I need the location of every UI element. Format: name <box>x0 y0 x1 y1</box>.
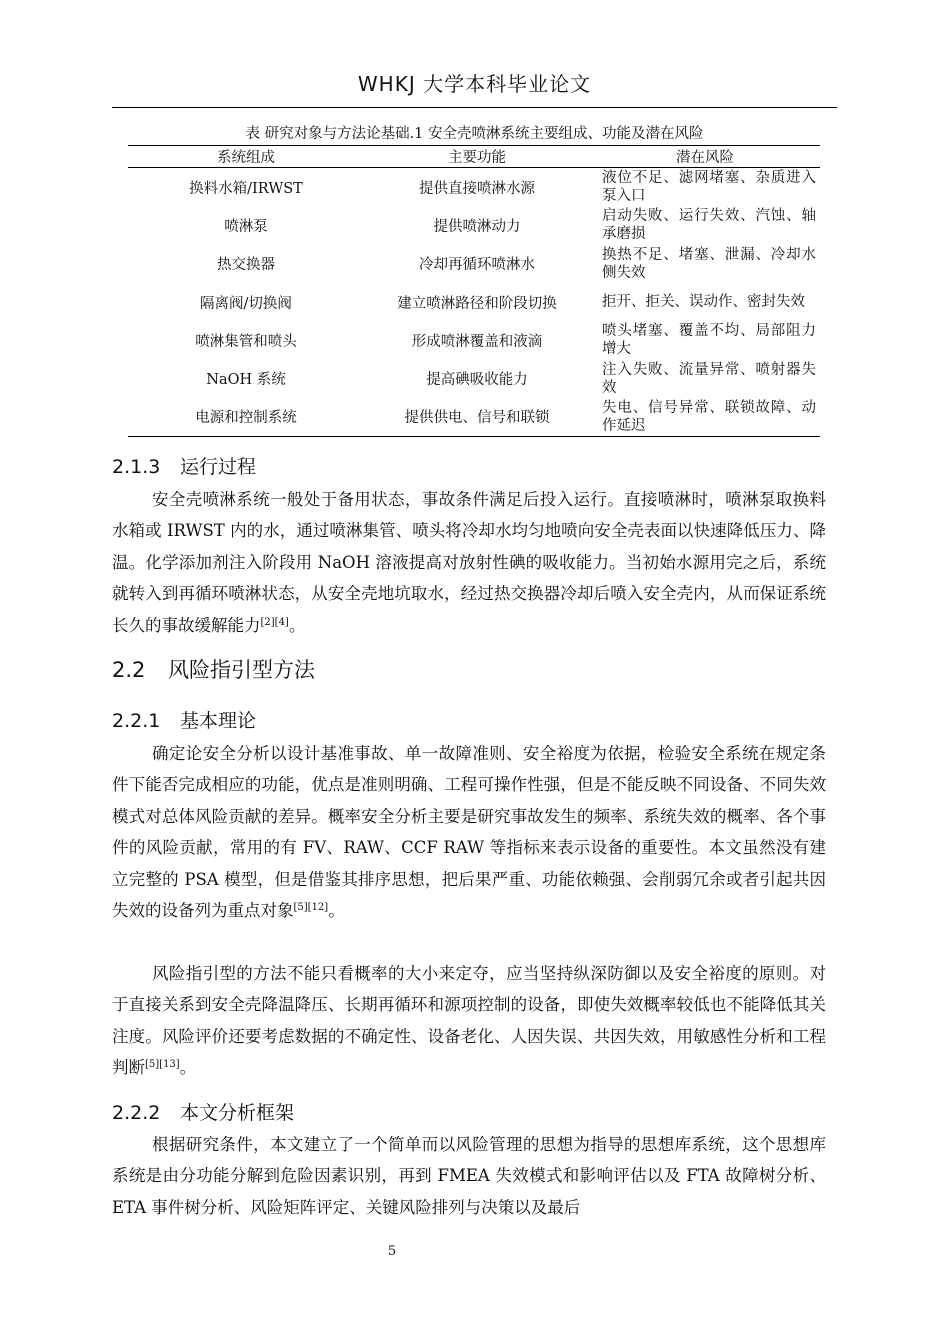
table-cell-function: 提供直接喷淋水源 <box>419 180 535 197</box>
table-header-row <box>128 146 820 168</box>
paragraph-end: 。 <box>288 615 306 635</box>
section-heading-2-2 <box>112 654 315 684</box>
section-title: 风险指引型方法 <box>168 658 315 682</box>
table-row <box>128 398 820 437</box>
table-cell-function: 提供喷淋动力 <box>433 218 521 235</box>
section-title: 基本理论 <box>180 710 257 732</box>
header-rule <box>112 107 837 108</box>
paragraph-text: 根据研究条件，本文建立了一个简单而以风险管理的思想为指导的思想库系统，这个思想库系统是由分功能分解到危险因素识别，再到 FMEA 失效模式和影响评估以及 FTA 故障树分析、ETA 事件树分析、风险矩阵评定、关键风险排列与决策以及最后 <box>112 1135 826 1217</box>
table-header-component: 系统组成 <box>128 146 364 168</box>
table-cell-function: 冷却再循环喷淋水 <box>419 257 535 274</box>
table-cell-function: 建立喷淋路径和阶段切换 <box>397 295 557 312</box>
citation: [5][12] <box>293 902 329 914</box>
table-cell-function: 提高碘吸收能力 <box>426 372 528 389</box>
table-cell-component: 喷淋泵 <box>224 218 268 235</box>
section-number: 2.1.3 <box>112 456 161 478</box>
table-cell-component: 隔离阀/切换阀 <box>200 295 292 312</box>
citation: [5][13] <box>145 1059 180 1071</box>
table-row <box>128 283 820 321</box>
section-number: 2.2 <box>112 658 146 682</box>
table-cell-risk: 失电、信号异常、联锁故障、动作延迟 <box>602 399 816 434</box>
table-cell-risk: 液位不足、滤网堵塞、杂质进入泵入口 <box>602 170 816 205</box>
section-number: 2.2.1 <box>112 710 161 732</box>
table-caption: 表 研究对象与方法论基础.1 安全壳喷淋系统主要组成、功能及潜在风险 <box>245 126 704 142</box>
paragraph-end: 。 <box>179 1058 197 1078</box>
table-row <box>128 359 820 397</box>
table-cell-risk: 换热不足、堵塞、泄漏、冷却水侧失效 <box>602 246 816 281</box>
table-row <box>128 206 820 244</box>
table-row <box>128 245 820 283</box>
page-header: WHKJ 大学本科毕业论文 <box>357 72 592 96</box>
section-number: 2.2.2 <box>112 1102 161 1124</box>
paragraph-end: 。 <box>328 901 345 921</box>
section-title: 运行过程 <box>180 456 257 478</box>
table-header-function: 主要功能 <box>364 146 590 168</box>
table-cell-component: 喷淋集管和喷头 <box>195 333 297 350</box>
table-cell-function: 形成喷淋覆盖和液滴 <box>411 333 543 350</box>
paragraph-text: 安全壳喷淋系统一般处于备用状态，事故条件满足后投入运行。直接喷淋时，喷淋泵取换料水箱或 IRWST 内的水，通过喷淋集管、喷头将冷却水均匀地喷向安全壳表面以快速降低压力、降温。化学添加剂注入阶段用 NaOH 溶液提高对放射性碘的吸收能力。当初始水源用完之后，系统就转入到再循环喷淋状态，从安全壳地坑取水，经过热交换器冷却后喷入安全壳内，从而保证系统长久的事故缓解能力 <box>112 490 826 635</box>
table-row <box>128 321 820 359</box>
table-cell-risk: 拒开、拒关、误动作、密封失效 <box>602 294 805 311</box>
components-table <box>128 145 820 437</box>
paragraph-text: 确定论安全分析以设计基准事故、单一故障准则、安全裕度为依据，检验安全系统在规定条件下能否完成相应的功能，优点是准则明确、工程可操作性强，但是不能反映不同设备、不同失效模式对总体风险贡献的差异。概率安全分析主要是研究事故发生的频率、系统失效的概率、各个事件的风险贡献，常用的有 FV、RAW、CCF RAW 等指标来表示设备的重要性。本文虽然没有建立完整的 PSA 模型，但是借鉴其排序思想，把后果严重、功能依赖强、会削弱冗余或者引起共因失效的设备列为重点对象 <box>112 744 826 921</box>
table-cell-component: 换料水箱/IRWST <box>189 180 303 197</box>
paragraph-framework <box>112 1129 826 1223</box>
paragraph-basic-theory <box>112 738 826 926</box>
table-cell-risk: 注入失败、流量异常、喷射器失效 <box>602 361 816 396</box>
table-cell-risk: 喷头堵塞、覆盖不均、局部阻力增大 <box>602 323 816 358</box>
section-title: 本文分析框架 <box>180 1102 295 1124</box>
paragraph-text: 风险指引型的方法不能只看概率的大小来定夺，应当坚持纵深防御以及安全裕度的原则。对于直接关系到安全壳降温降压、长期再循环和源项控制的设备，即使失效概率较低也不能降低其关注度。风险评价还要考虑数据的不确定性、设备老化、人因失误、共因失效，用敏感性分析和工程判断 <box>112 964 826 1078</box>
table-cell-component: 电源和控制系统 <box>195 410 297 427</box>
table-cell-component: 热交换器 <box>217 257 275 274</box>
table-cell-risk: 启动失败、运行失效、汽蚀、轴承磨损 <box>602 208 816 243</box>
paragraph-operation <box>112 484 826 641</box>
table-cell-function: 提供供电、信号和联锁 <box>404 410 550 427</box>
section-heading-2-2-2 <box>112 1098 294 1125</box>
section-heading-2-2-1 <box>112 706 256 733</box>
page-number: 5 <box>387 1244 397 1259</box>
table-row <box>128 168 820 207</box>
table-cell-component: NaOH 系统 <box>206 372 286 389</box>
citation: [2][4] <box>260 616 289 628</box>
paragraph-risk-informed <box>112 958 826 1084</box>
table-header-risk: 潜在风险 <box>590 146 820 168</box>
section-heading-2-1-3 <box>112 452 256 479</box>
